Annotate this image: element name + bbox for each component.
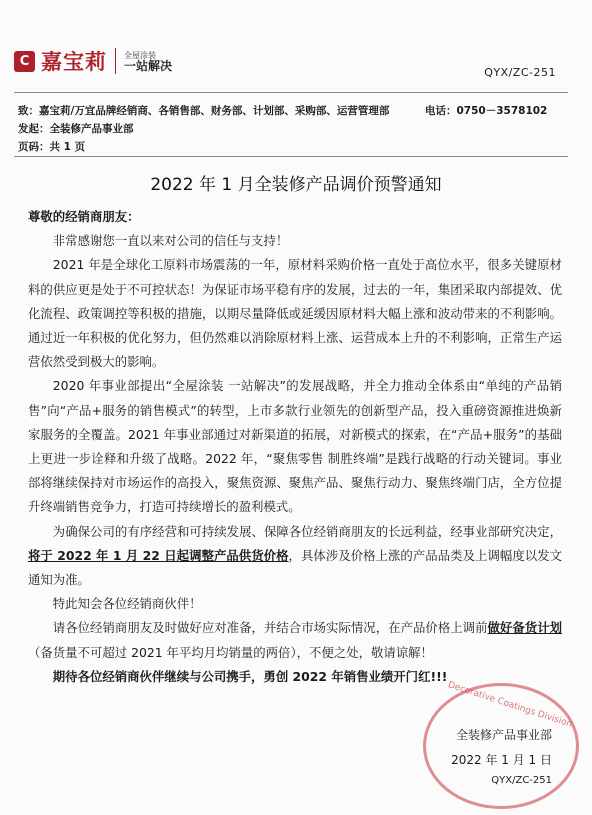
page-count: 页码：共 1 页: [18, 141, 86, 153]
stock-underlined: 做好备货计划: [487, 620, 563, 636]
signature-docno: QYX/ZC-251: [491, 775, 552, 786]
paragraph-closing: 期待各位经销商伙伴继续与公司携手，勇创 2022 年销售业绩开门红!!!: [52, 668, 448, 684]
paragraph-notice: 特此知会各位经销商伙伴！: [52, 596, 202, 612]
company-logo: [14, 46, 172, 76]
paragraph-market: 2021 年是全球化工原料市场震荡的一年，原材料采购价格一直处于高位水平，很多关键原材料的供应更是处于不可控状态！为保证市场平稳有序的发展，过去的一年，集团采取内部提效、优化流程、政策调控等积极的措施，以期尽量降低或延缓因原材料大幅上涨和波动带来的不利影响。通过近一年积极的优化努力，但仍然难以消除原材料上涨、运营成本上升的不利影响，正常生产运营依然受到极大的影响。: [28, 257, 562, 370]
seal-text: Decorative Coatings Division: [446, 680, 574, 730]
decision-text-b: ，具体涉及价格上涨的产品品类及上调幅度以发文通知为准。: [28, 547, 563, 588]
greeting: 尊敬的经销商朋友：: [28, 209, 140, 224]
recipients: 致：嘉宝莉/万宜品牌经销商、各销售部、财务部、计划部、采购部、运营管理部: [18, 105, 390, 117]
stock-text-a: 请各位经销商朋友及时做好应对准备，并结合市场实际情况，在产品价格上调前: [52, 620, 488, 636]
signature-dept: 全装修产品事业部: [455, 728, 552, 742]
telephone: 电话：0750－3578102: [425, 105, 548, 117]
notice-body: [28, 205, 562, 689]
logo-divider: [115, 48, 116, 74]
logo-mark-icon: C: [14, 51, 35, 72]
paragraph-stock: [28, 616, 562, 664]
brand-name: 嘉宝莉: [41, 50, 107, 74]
sender: 发起：全装修产品事业部: [18, 123, 134, 135]
slogan-line2: 一站解决: [124, 59, 173, 73]
brand-slogan: [124, 50, 172, 72]
paragraph-thanks: 非常感谢您一直以来对公司的信任与支持！: [52, 233, 289, 249]
paragraph-decision: [28, 520, 562, 593]
notice-title: 2022 年 1 月全装修产品调价预警通知: [150, 175, 442, 195]
meta-rule: [14, 156, 568, 157]
decision-underlined: 将于 2022 年 1 月 22 日起调整产品供货价格: [28, 547, 289, 563]
header-rule: [14, 92, 568, 93]
signature-date: 2022 年 1 月 1 日: [451, 753, 552, 767]
decision-text-a: 为确保公司的有序经营和可持续发展、保障各位经销商朋友的长远利益，经事业部研究决定，: [52, 523, 562, 539]
paragraph-strategy: 2020 年事业部提出“全屋涂装 一站解决”的发展战略，并全力推动全体系由“单纯的产品销售”向“产品+服务的销售模式”的转型，上市多款行业领先的创新型产品，投入重磅资源推进焕新家服务的全覆盖。2021 年事业部通过对新渠道的拓展，对新模式的探索，在“产品+服务”的基础上更进一步诠释和升级了战略。2022 年，“聚焦零售 制胜终端”是践行战略的行动关键词。事业部将继续保持对市场运作的高投入，聚焦资源、聚焦产品、聚焦行动力、聚焦终端门店，全方位提升终端销售竞争力，打造可持续增长的盈利模式。: [28, 378, 562, 515]
stock-text-b: （备货量不可超过 2021 年平均月均销量的两倍），不便之处，敬请谅解！: [28, 644, 433, 660]
slogan-line1: 全屋涂装: [124, 51, 156, 60]
document-number: QYX/ZC-251: [484, 66, 556, 79]
